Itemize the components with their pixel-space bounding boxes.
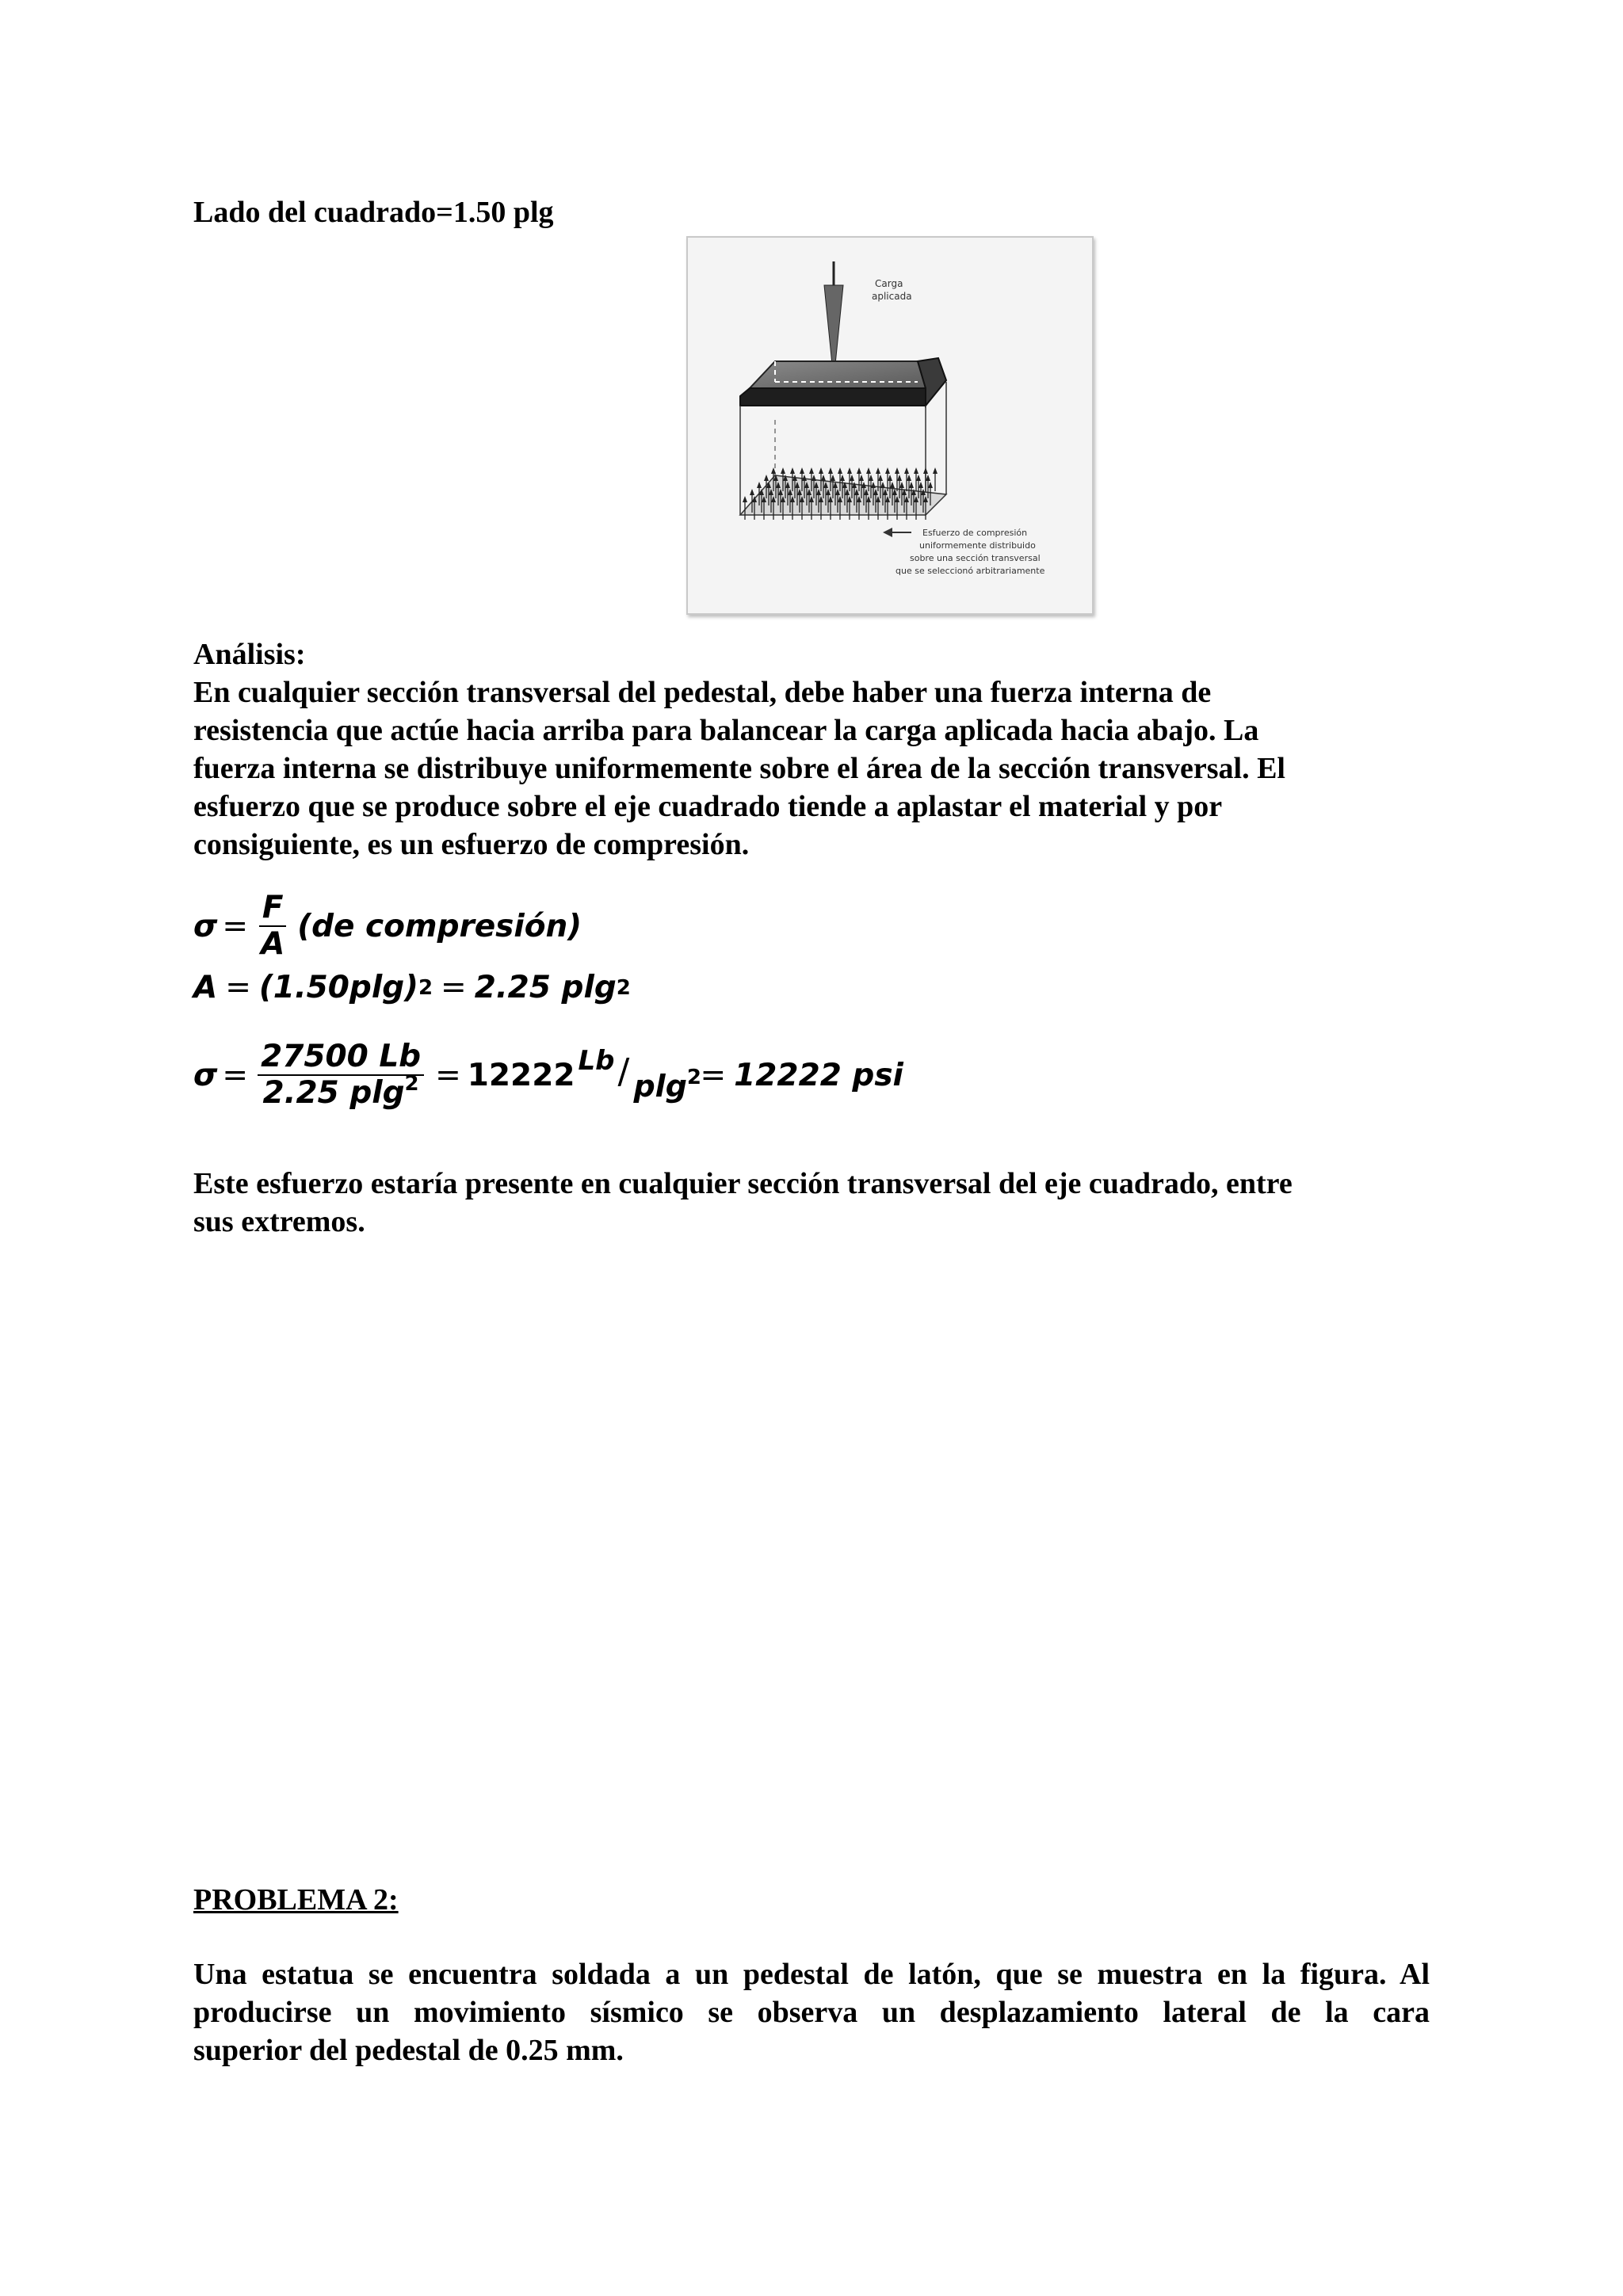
stress-label-2: uniformemente distribuido (919, 540, 1036, 551)
force-symbol: F (259, 892, 287, 927)
equals-sign: = (700, 1057, 727, 1093)
stress-formula (193, 892, 582, 960)
stress-label-1: Esfuerzo de compresión (922, 528, 1028, 538)
exponent: 2 (404, 1072, 419, 1096)
problem-2-line: superior del pedestal de 0.25 mm. (193, 2034, 624, 2067)
analysis-section (193, 635, 1430, 864)
load-label-1: Carga (875, 278, 903, 289)
side-squared-base: (1.50plg) (258, 970, 418, 1005)
load-label-2: aplicada (872, 291, 912, 302)
compression-note: (de compresión) (297, 908, 582, 944)
conclusion-line: Este esfuerzo estaría presente en cualquier sección transversal del eje cuadrado, entre (193, 1167, 1293, 1200)
sigma-symbol: σ (193, 908, 218, 944)
stress-calculation (193, 1041, 903, 1109)
stress-value: 12222 (467, 1057, 575, 1093)
equals-sign: = (225, 970, 251, 1005)
compression-figure (686, 236, 1094, 615)
area-result: 2.25 plg (474, 970, 617, 1005)
problem-2-statement (193, 1955, 1430, 2069)
problem-2-line: producirse un movimiento sísmico se observa un desplazamiento lateral de la cara (193, 1996, 1430, 2029)
analysis-line: esfuerzo que se produce sobre el eje cuadrado tiende a aplastar el material y por (193, 790, 1223, 823)
conclusion-line: sus extremos. (193, 1205, 365, 1238)
plate-front (740, 388, 926, 406)
problem-2-line: Una estatua se encuentra soldada a un pedestal de latón, que se muestra en la figura. Al (193, 1958, 1430, 1991)
force-value: 27500 Lb (258, 1041, 424, 1076)
stress-label-4: que se seleccionó arbitrariamente (896, 566, 1045, 576)
area-formula: A = (1.50plg) 2 = 2.25 plg 2 (193, 970, 631, 1005)
unit-numerator: Lb (578, 1045, 615, 1077)
analysis-line: fuerza interna se distribuye uniformemente sobre el área de la sección transversal. El (193, 752, 1285, 785)
equals-sign: = (441, 970, 467, 1005)
equals-sign: = (435, 1057, 461, 1093)
area-symbol: A (261, 926, 285, 962)
analysis-line: consiguiente, es un esfuerzo de compresión. (193, 828, 750, 861)
stress-label-3: sobre una sección transversal (910, 553, 1041, 563)
area-value: 2.25 plg (262, 1075, 405, 1111)
equals-sign: = (222, 908, 249, 944)
analysis-line: resistencia que actúe hacia arriba para balancear la carga aplicada hacia abajo. La (193, 714, 1259, 747)
exponent: 2 (686, 1066, 701, 1089)
analysis-line: En cualquier sección transversal del pedestal, debe haber una fuerza interna de (193, 676, 1212, 709)
problem-2-title: PROBLEMA 2: (193, 1883, 399, 1917)
area-symbol: A (193, 970, 218, 1005)
sigma-symbol: σ (193, 1057, 218, 1093)
side-length-heading: Lado del cuadrado=1.50 plg (193, 196, 554, 229)
conclusion-paragraph (193, 1165, 1430, 1241)
unit-denominator: plg (633, 1069, 687, 1104)
analysis-title: Análisis: (193, 638, 306, 671)
pedestal-diagram (688, 238, 1092, 613)
force-over-area-values (258, 1041, 424, 1109)
plate-top (750, 361, 926, 388)
force-over-area (258, 892, 288, 960)
unit-fraction: Lb / plg$^2$ (578, 1045, 701, 1104)
equals-sign: = (222, 1057, 249, 1093)
final-stress: 12222 psi (734, 1057, 903, 1093)
